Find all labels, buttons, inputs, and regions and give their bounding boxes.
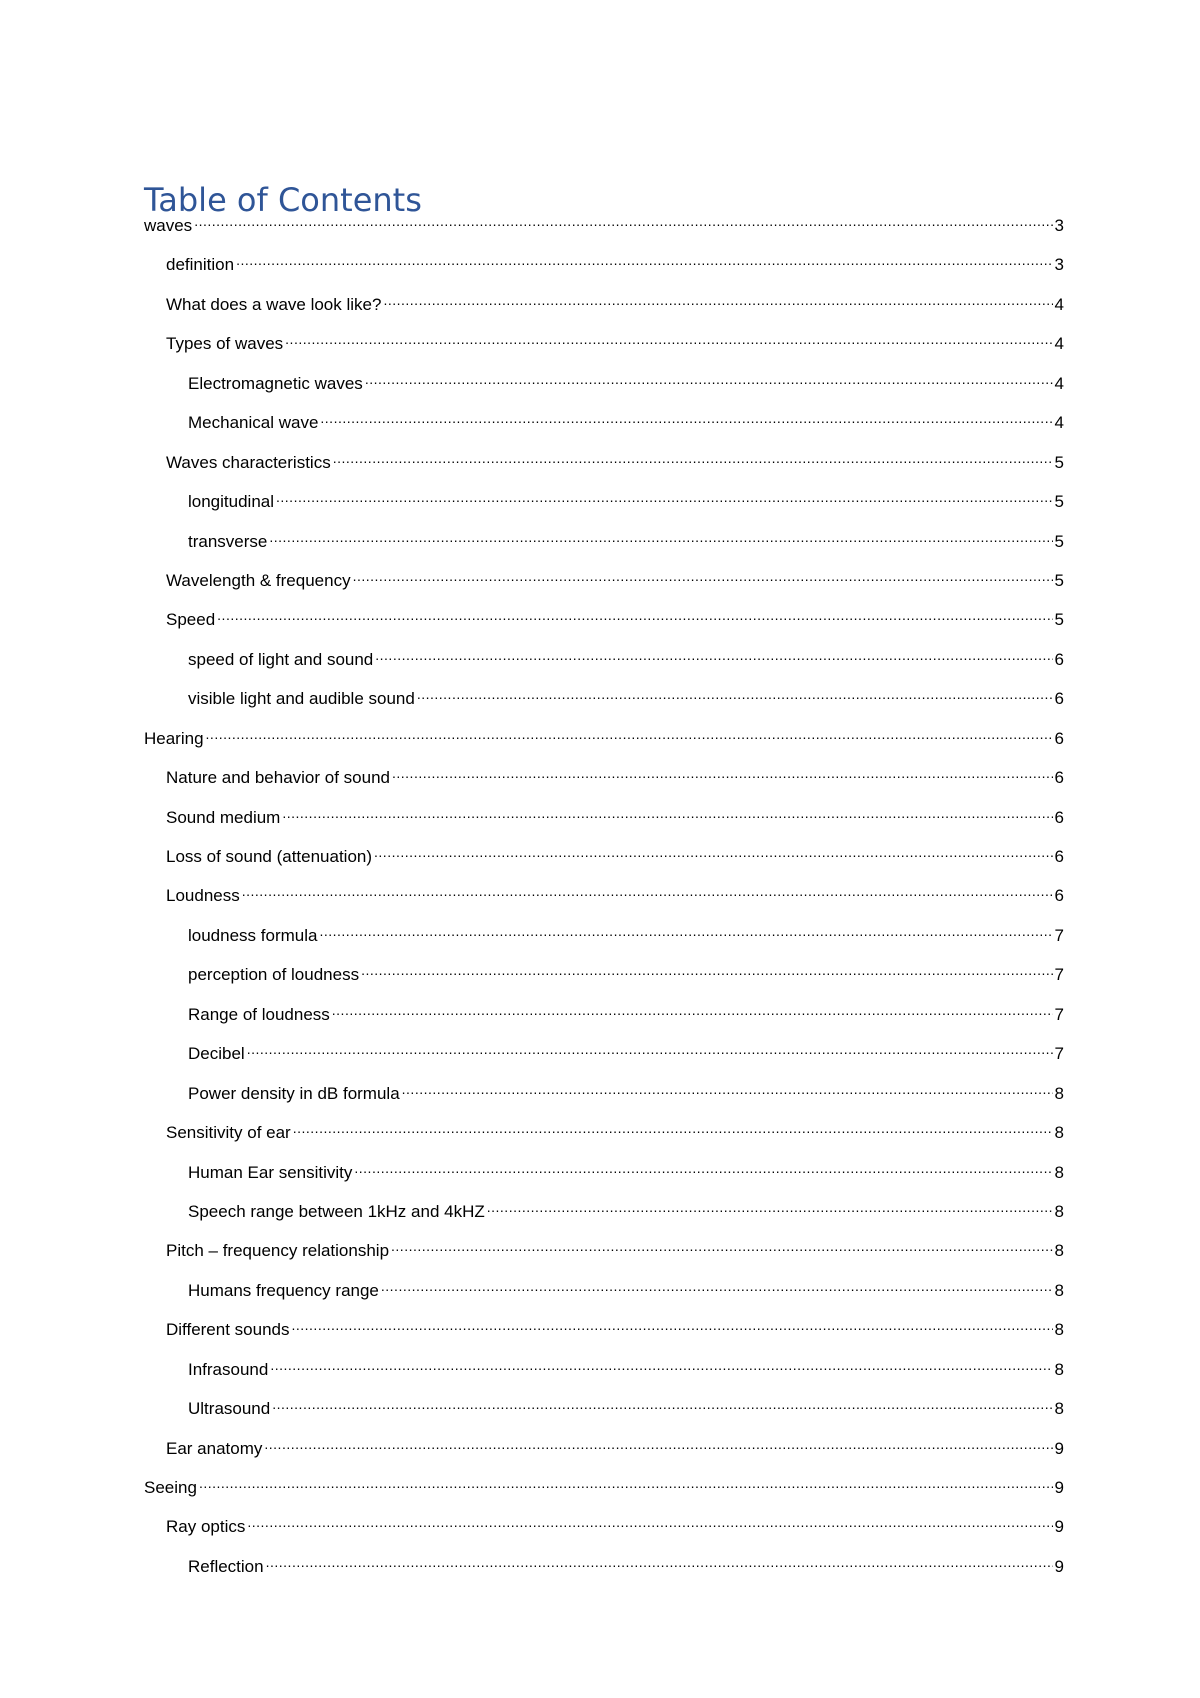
toc-entry-text: Waves characteristics [166,452,331,472]
toc-dot-leader [374,842,1053,862]
toc-page-number: 8 [1054,1162,1064,1182]
toc-entry-text: Reflection [188,1556,264,1576]
toc-dot-leader [269,527,1052,547]
toc-entry-text: Hearing [144,728,204,748]
toc-title: Table of Contents [144,181,422,220]
toc-dot-leader [236,250,1052,270]
toc-page-number: 6 [1054,689,1064,709]
toc-entry-text: Human Ear sensitivity [188,1162,353,1182]
toc-page-number: 5 [1054,531,1064,551]
toc-entry-text: Range of loudness [188,1004,330,1024]
toc-entry[interactable] [144,1512,1064,1551]
toc-page-number: 8 [1054,1359,1064,1379]
toc-dot-leader [276,487,1053,507]
toc-entry-text: longitudinal [188,492,275,512]
toc-dot-leader [391,1236,1053,1256]
toc-entry[interactable] [144,1039,1064,1078]
toc-entry[interactable] [144,803,1064,842]
toc-page-number: 4 [1054,294,1064,314]
toc-dot-leader [417,684,1053,704]
toc-dot-leader [282,803,1052,823]
toc-page-number: 5 [1054,570,1064,590]
toc-dot-leader [392,763,1053,783]
toc-entry[interactable] [144,1158,1064,1197]
toc-page-number: 3 [1054,255,1064,275]
toc-dot-leader [487,1197,1053,1217]
toc-dot-leader [217,605,1052,625]
toc-dot-leader [206,724,1053,744]
toc-entry-text: Wavelength & frequency [166,570,351,590]
toc-dot-leader [264,1434,1052,1454]
toc-entry-text: Mechanical wave [188,413,319,433]
toc-entry[interactable] [144,842,1064,881]
toc-dot-leader [199,1473,1053,1493]
toc-entry[interactable] [144,1000,1064,1039]
toc-entry[interactable] [144,566,1064,605]
toc-dot-leader [242,881,1053,901]
toc-page-number: 4 [1054,334,1064,354]
toc-page-number: 7 [1054,1004,1064,1024]
toc-entry[interactable] [144,1355,1064,1394]
toc-entry[interactable] [144,448,1064,487]
toc-page-number: 5 [1054,610,1064,630]
toc-page-number: 8 [1054,1241,1064,1261]
toc-entry[interactable] [144,881,1064,920]
toc-entry[interactable] [144,408,1064,447]
toc-entry[interactable] [144,645,1064,684]
toc-entry-text: definition [166,255,235,275]
toc-dot-leader [383,290,1052,310]
toc-dot-leader [381,1276,1053,1296]
toc-entry[interactable] [144,763,1064,802]
toc-page-number: 6 [1054,847,1064,866]
toc-dot-leader [332,1000,1053,1020]
toc-entry-text: What does a wave look like? [166,294,382,314]
toc-entry-text: Electromagnetic waves [188,373,363,393]
toc-entry-text: loudness formula [188,925,318,945]
toc-dot-leader [194,211,1052,231]
toc-page-number: 4 [1054,413,1064,433]
toc-entry-text: Nature and behavior of sound [166,768,390,788]
toc-entry-text: Different sounds [166,1320,290,1340]
toc-dot-leader [353,566,1053,586]
toc-page-number: 6 [1054,728,1064,748]
toc-dot-leader [354,1158,1052,1178]
toc-page-number: 6 [1054,886,1064,906]
toc-dot-leader [361,960,1052,980]
toc-page-number: 4 [1054,373,1064,393]
toc-page-number: 9 [1054,1556,1064,1576]
toc-entry[interactable] [144,1315,1064,1354]
toc-entry[interactable] [144,369,1064,408]
toc-entry[interactable] [144,211,1064,250]
toc-page-number: 9 [1054,1517,1064,1537]
toc-entry[interactable] [144,1118,1064,1157]
toc-entry[interactable] [144,960,1064,999]
toc-dot-leader [270,1355,1052,1375]
toc-page-number: 7 [1054,1044,1064,1064]
toc-page-number: 8 [1054,1123,1064,1143]
toc-entry-text: Power density in dB formula [188,1083,400,1103]
toc-entry[interactable] [144,1552,1064,1591]
toc-entry-text: Humans frequency range [188,1280,379,1300]
toc-entry-text: transverse [188,531,268,551]
toc-page-number: 9 [1054,1478,1064,1497]
toc-entry-text: Ear anatomy [166,1438,263,1458]
toc-entry[interactable] [144,1236,1064,1275]
toc-entry-text: waves [144,216,193,235]
toc-entry[interactable] [144,290,1064,329]
toc-entry[interactable] [144,527,1064,566]
toc-entry[interactable] [144,1197,1064,1236]
toc-dot-leader [293,1118,1053,1138]
toc-page-number: 5 [1054,452,1064,472]
toc-page-number: 6 [1054,807,1064,827]
toc-page-number: 8 [1054,1201,1064,1221]
toc-dot-leader [402,1079,1053,1099]
toc-page-number: 8 [1054,1399,1064,1419]
toc-dot-leader [266,1552,1053,1572]
toc-entry-text: Pitch – frequency relationship [166,1241,390,1261]
toc-entry[interactable] [144,921,1064,960]
toc-dot-leader [291,1315,1052,1335]
toc-entry[interactable] [144,1434,1064,1473]
toc-entry-text: Ray optics [166,1517,246,1537]
toc-entry[interactable] [144,250,1064,289]
toc-page-number: 7 [1054,965,1064,985]
toc-entry-text: Sound medium [166,807,281,827]
toc-entry-text: Types of waves [166,334,284,354]
toc-entry-text: speed of light and sound [188,649,374,669]
toc-dot-leader [365,369,1053,389]
toc-entry-text: perception of loudness [188,965,360,985]
toc-dot-leader [272,1394,1052,1414]
toc-entry[interactable] [144,605,1064,644]
toc-entry[interactable] [144,684,1064,723]
toc-entry[interactable] [144,1079,1064,1118]
toc-entry[interactable] [144,1276,1064,1315]
toc-page-number: 8 [1054,1320,1064,1340]
toc-page-number: 7 [1054,925,1064,945]
toc-entry[interactable] [144,487,1064,526]
toc-entry[interactable] [144,1473,1064,1512]
toc-dot-leader [247,1512,1052,1532]
toc-entry-text: Speech range between 1kHz and 4kHZ [188,1201,485,1221]
toc-entry[interactable] [144,1394,1064,1433]
toc-entry[interactable] [144,724,1064,763]
toc-entry-text: Loss of sound (attenuation) [166,847,373,866]
toc-page-number: 8 [1054,1083,1064,1103]
toc-entry[interactable] [144,329,1064,368]
toc-dot-leader [333,448,1053,468]
toc-dot-leader [285,329,1052,349]
toc-dot-leader [375,645,1052,665]
toc-page-number: 6 [1054,768,1064,788]
toc-entry-text: Infrasound [188,1359,269,1379]
toc-entry-text: visible light and audible sound [188,689,415,709]
toc-entry-text: Seeing [144,1478,197,1497]
toc-entry-text: Speed [166,610,216,630]
toc-page-number: 8 [1054,1280,1064,1300]
toc-list [144,211,1064,1591]
toc-entry-text: Sensitivity of ear [166,1123,291,1143]
toc-page-number: 3 [1054,216,1064,235]
toc-dot-leader [319,921,1052,941]
toc-dot-leader [320,408,1052,428]
toc-page-number: 5 [1054,492,1064,512]
toc-page-number: 9 [1054,1438,1064,1458]
toc-page-number: 6 [1054,649,1064,669]
toc-entry-text: Loudness [166,886,240,906]
toc-dot-leader [247,1039,1053,1059]
toc-entry-text: Decibel [188,1044,245,1064]
toc-entry-text: Ultrasound [188,1399,271,1419]
